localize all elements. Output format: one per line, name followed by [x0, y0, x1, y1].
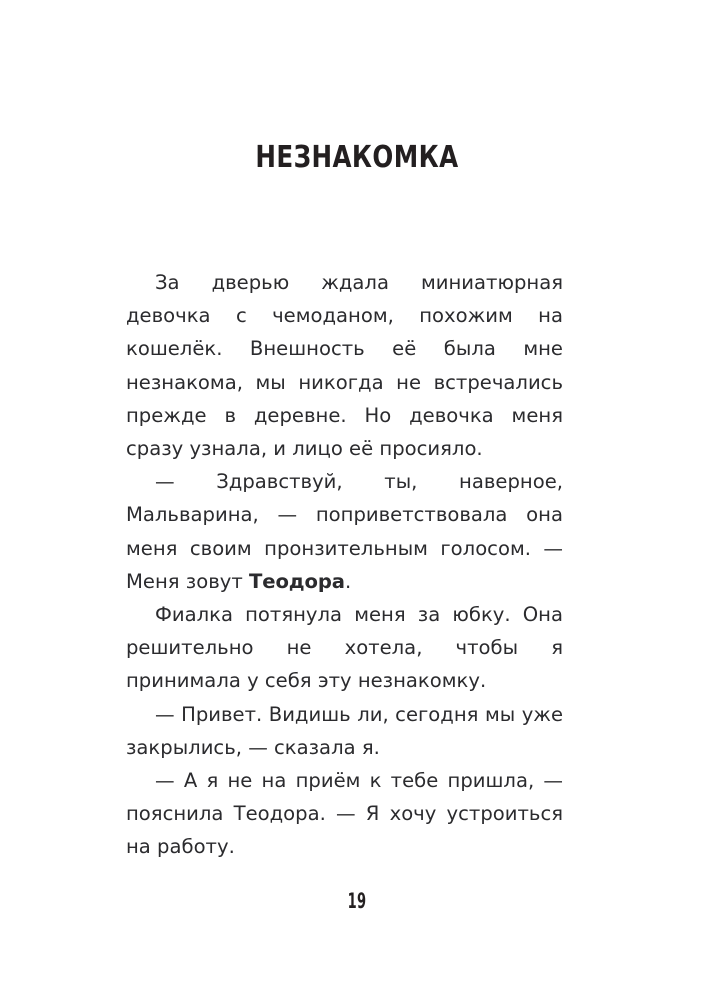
- paragraph: [126, 465, 563, 598]
- paragraph-lead: — Здравствуй, ты, наверное, Мальварина, — поприветствовала она меня своим пронзительным голосом. — Меня зовут: [126, 470, 563, 593]
- page-title: НЕЗНАКОМКА: [255, 140, 459, 176]
- paragraph: — А я не на приём к тебе пришла, — пояснила Теодора. — Я хочу устроиться на работу.: [126, 769, 563, 859]
- paragraph-tail: .: [344, 569, 352, 593]
- paragraph: Фиалка потянула меня за юбку. Она решительно не хотела, чтобы я принимала у себя эту незнакомку.: [126, 603, 563, 693]
- body-text-column: [126, 266, 563, 864]
- page-number: 19: [347, 889, 367, 913]
- paragraph: — Привет. Видишь ли, сегодня мы уже закрылись, — сказала я.: [126, 702, 563, 759]
- paragraph: За дверью ждала миниатюрная девочка с чемоданом, похожим на кошелёк. Внешность её была мне незнакома, мы никогда не встречались прежде в деревне. Но девочка меня сразу узнала, и лицо её просияло.: [126, 271, 563, 461]
- character-name-emphasis: Теодора: [248, 569, 345, 593]
